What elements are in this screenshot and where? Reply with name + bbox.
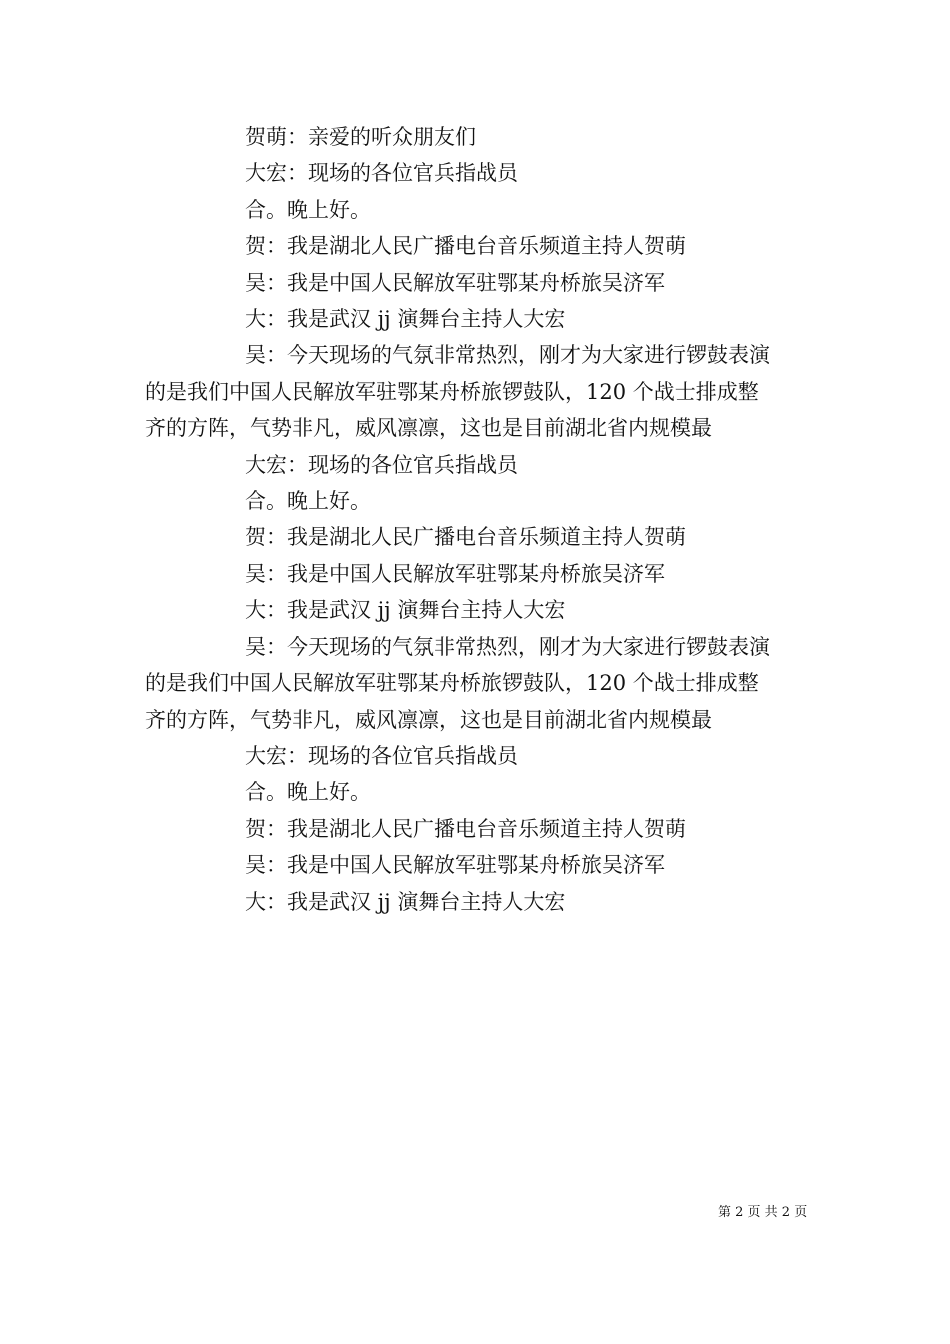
paragraph — [145, 155, 810, 191]
paragraph — [145, 847, 810, 883]
page-footer: 第 2 页 共 2 页 — [718, 1205, 808, 1220]
paragraph — [145, 519, 810, 555]
text-line: 吴：我是中国人民解放军驻鄂某舟桥旅吴济军 — [245, 561, 665, 586]
paragraph — [145, 556, 810, 592]
text-line: 大宏：现场的各位官兵指战员 — [245, 743, 518, 768]
text-line: 吴：今天现场的气氛非常热烈，刚才为大家进行锣鼓表演 — [245, 634, 770, 659]
text-line: 的是我们中国人民解放军驻鄂某舟桥旅锣鼓队，120 个战士排成整 — [145, 671, 759, 696]
text-line: 合。晚上好。 — [245, 780, 371, 805]
paragraph — [145, 228, 810, 264]
paragraph — [145, 592, 810, 628]
text-line: 大宏：现场的各位官兵指战员 — [245, 161, 518, 186]
paragraph — [145, 629, 810, 738]
text-line: 贺：我是湖北人民广播电台音乐频道主持人贺萌 — [245, 525, 686, 550]
paragraph — [145, 811, 810, 847]
text-line: 贺：我是湖北人民广播电台音乐频道主持人贺萌 — [245, 816, 686, 841]
paragraph — [145, 738, 810, 774]
text-line: 齐的方阵，气势非凡，威风凛凛，这也是目前湖北省内规模最 — [145, 707, 712, 732]
body-text — [145, 119, 810, 920]
text-line: 合。晚上好。 — [245, 197, 371, 222]
text-line: 吴：我是中国人民解放军驻鄂某舟桥旅吴济军 — [245, 270, 665, 295]
text-line: 齐的方阵，气势非凡，威风凛凛，这也是目前湖北省内规模最 — [145, 416, 712, 441]
text-line: 大：我是武汉 jj 演舞台主持人大宏 — [245, 307, 566, 332]
paragraph — [145, 483, 810, 519]
paragraph — [145, 447, 810, 483]
text-line: 合。晚上好。 — [245, 489, 371, 514]
text-line: 贺：我是湖北人民广播电台音乐频道主持人贺萌 — [245, 234, 686, 259]
text-line: 大：我是武汉 jj 演舞台主持人大宏 — [245, 889, 566, 914]
text-line: 吴：我是中国人民解放军驻鄂某舟桥旅吴济军 — [245, 853, 665, 878]
paragraph — [145, 337, 810, 446]
text-line: 贺萌：亲爱的听众朋友们 — [245, 125, 476, 149]
paragraph — [145, 265, 810, 301]
paragraph — [145, 774, 810, 810]
text-line: 大宏：现场的各位官兵指战员 — [245, 452, 518, 477]
text-line: 的是我们中国人民解放军驻鄂某舟桥旅锣鼓队，120 个战士排成整 — [145, 379, 759, 404]
paragraph — [145, 192, 810, 228]
text-line: 吴：今天现场的气氛非常热烈，刚才为大家进行锣鼓表演 — [245, 343, 770, 368]
paragraph — [145, 119, 810, 155]
text-line: 大：我是武汉 jj 演舞台主持人大宏 — [245, 598, 566, 623]
paragraph — [145, 884, 810, 920]
paragraph — [145, 301, 810, 337]
